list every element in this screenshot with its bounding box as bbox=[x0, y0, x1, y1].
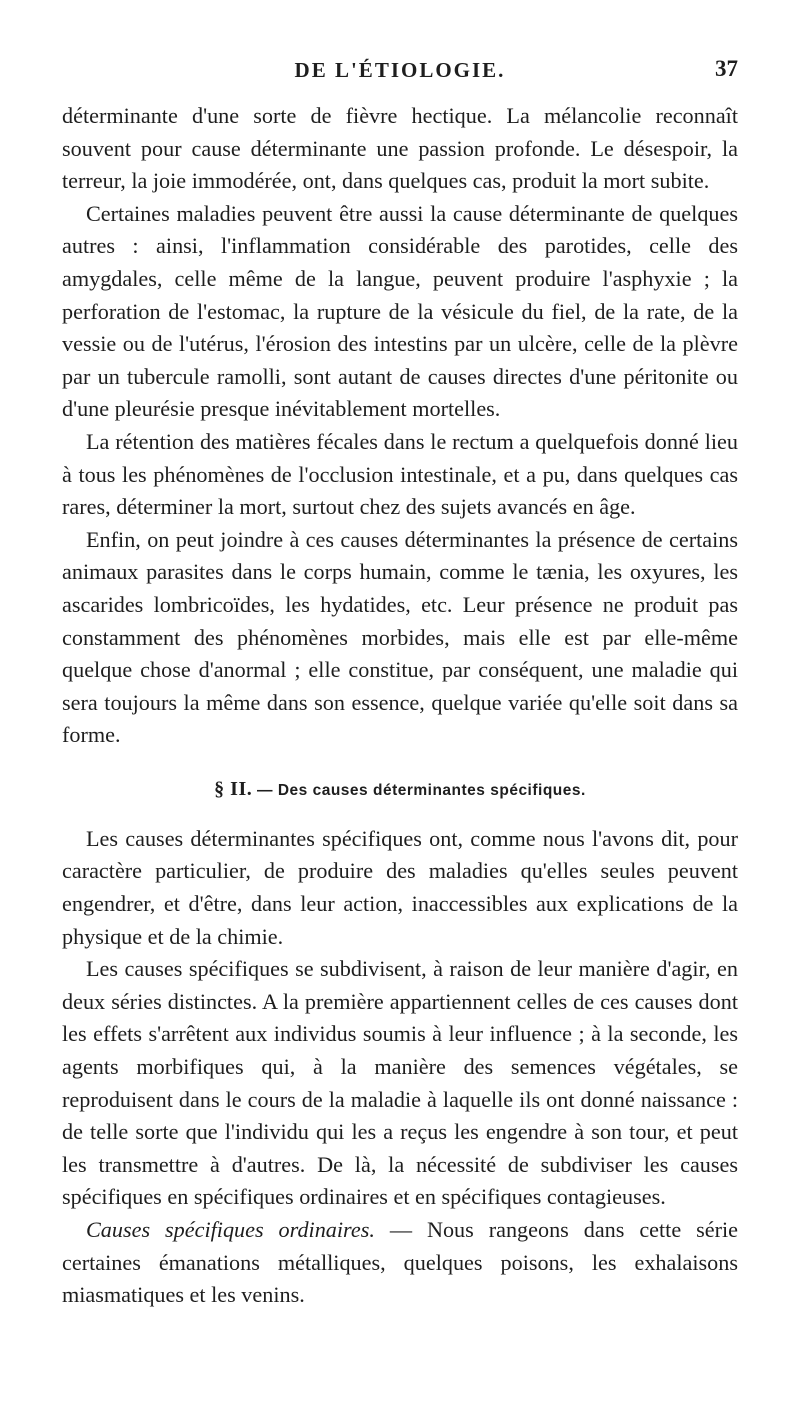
section-title: Des causes déterminantes spécifiques. bbox=[277, 781, 586, 799]
body-text bbox=[62, 100, 738, 1312]
running-title: DE L'ÉTIOLOGIE. bbox=[294, 58, 506, 82]
section-heading bbox=[62, 778, 738, 801]
paragraph-rest: — Nous rangeons dans cette série certaines émanations métalliques, quelques poisons, les exhalaisons miasmatiques et les venins. bbox=[62, 1217, 739, 1308]
paragraph: déterminante d'une sorte de fièvre hectique. La mélancolie reconnaît souvent pour cause déterminante une passion profonde. Le désespoir, la terreur, la joie immodérée, ont, dans quelques cas, produit la mort subite. bbox=[62, 103, 738, 194]
paragraph: La rétention des matières fécales dans le rectum a quelquefois donné lieu à tous les phénomènes de l'occlusion intestinale, et a pu, dans quelques cas rares, déterminer la mort, surtout chez des sujets avancés en âge. bbox=[62, 428, 738, 520]
paragraph-last bbox=[62, 1214, 738, 1312]
running-head bbox=[62, 58, 738, 90]
paragraph: Enfin, on peut joindre à ces causes déterminantes la présence de certains animaux parasites dans le corps humain, comme le tænia, les oxyures, les ascarides lombricoïdes, les hydatides, etc. Leur présence ne produit pas constamment des phénomènes morbides, mais elle est par elle-même quelque chose d'anormal ; elle constitue, par conséquent, une maladie qui sera toujours la même dans son essence, quelque variée qu'elle soit dans sa forme. bbox=[62, 526, 738, 748]
paragraph: Les causes déterminantes spécifiques ont, comme nous l'avons dit, pour caractère particulier, de produire des maladies qu'elles seules peuvent engendrer, et d'être, dans leur action, inaccessibles aux explications de la physique et de la chimie. bbox=[62, 825, 738, 949]
paragraph: Les causes spécifiques se subdivisent, à raison de leur manière d'agir, en deux séries distinctes. A la première appartiennent celles de ces causes dont les effets s'arrêtent aux individus soumis à leur influence ; à la seconde, les agents morbifiques qui, à la manière des semences végétales, se reproduisent dans le cours de la maladie à laquelle ils ont donné naissance : de telle sorte que l'individu qui les a reçus les engendre à son tour, et peut les transmettre à d'autres. De là, la nécessité de subdiviser les causes spécifiques en spécifiques ordinaires et en spécifiques contagieuses. bbox=[62, 956, 738, 1210]
page-number: 37 bbox=[715, 56, 738, 81]
section-separator: — bbox=[252, 781, 278, 799]
italic-lead: Causes spécifiques ordinaires. bbox=[86, 1217, 375, 1242]
section-number: § II. bbox=[214, 777, 253, 800]
paragraph: Certaines maladies peuvent être aussi la cause déterminante de quelques autres : ainsi, l'inflammation considérable des parotides, celle des amygdales, celle même de la langue, peuvent produire l'asphyxie ; la perforation de l'estomac, la rupture de la vésicule du fiel, de la rate, de la vessie ou de l'utérus, l'érosion des intestins par un ulcère, celle de la plèvre par un tubercule ramolli, sont autant de causes directes d'une péritonite ou d'une pleurésie presque inévitablement mortelles. bbox=[62, 200, 738, 422]
